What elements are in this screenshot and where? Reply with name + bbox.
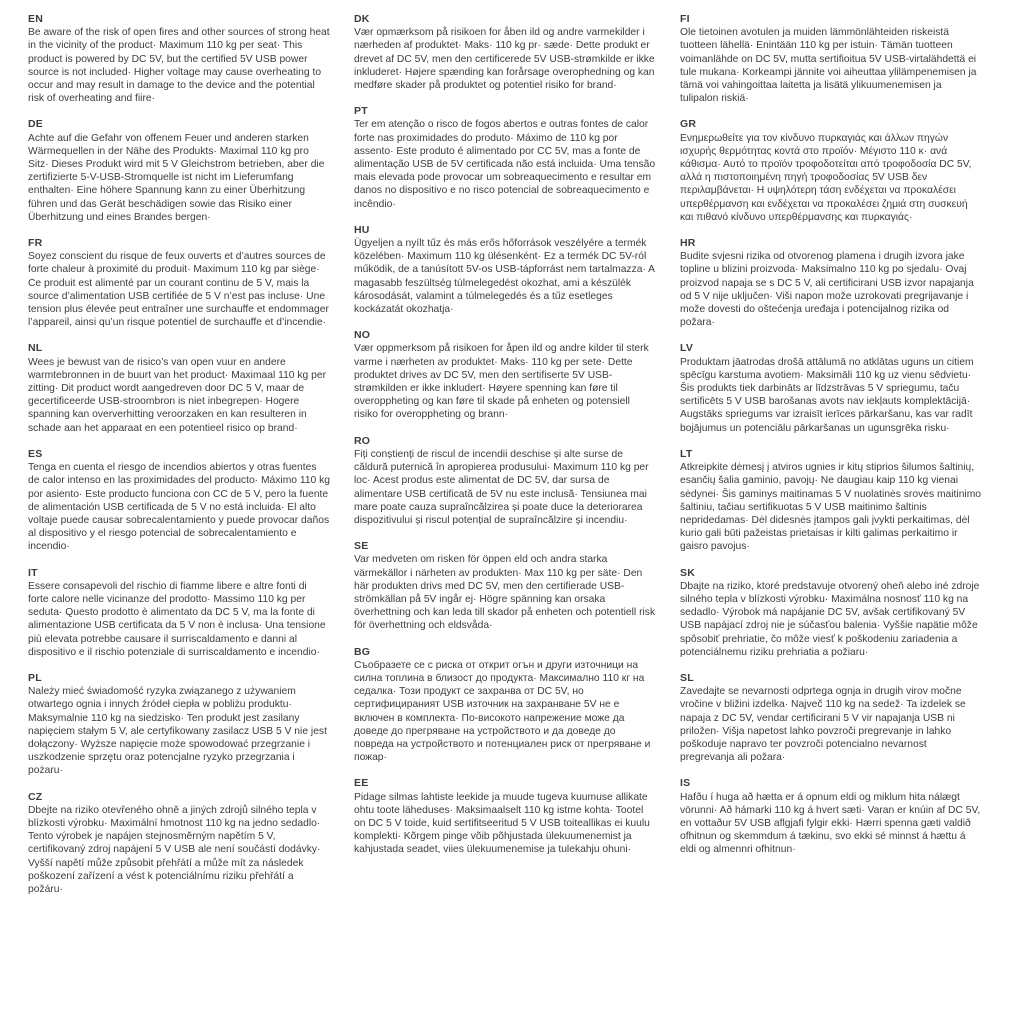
language-section [28,237,330,329]
language-code-heading: HR [680,237,696,250]
language-section [680,13,982,105]
language-section [680,342,982,434]
language-code-heading: PL [28,671,42,684]
language-section [354,13,656,92]
language-section [680,567,982,659]
language-section [354,646,656,765]
language-section [680,118,982,224]
language-section [28,13,330,105]
language-column-2 [354,13,656,909]
language-code-heading: EE [354,777,369,790]
language-code-heading: CZ [28,790,43,803]
language-section [28,672,330,778]
language-code-heading: FR [28,237,43,250]
safety-warning-text: Zavedajte se nevarnosti odprtega ognja in drugih virov močne vročine v bližini izdelka· Največ 110 kg na sedež· Ta izdelek se napaja z DC 5V, vendar certificirani 5 V vir napajanja USB ni priložen· Višja napetost lahko povzroči pregrevanje in lahko poškoduje napravo ter povzroči potencialno nevarnost pregrevanja ali požara· [680,686,966,764]
language-code-heading: HU [354,223,370,236]
language-section [354,224,656,316]
language-code-heading: IT [28,566,38,579]
language-column-1 [28,13,330,909]
language-section [680,237,982,329]
language-section [28,342,330,434]
language-code-heading: BG [354,645,371,658]
language-code-heading: DE [28,118,43,131]
safety-warning-text: Soyez conscient du risque de feux ouverts et d’autres sources de forte chaleur à proximité du produit· Maximum 110 kg par siège· Ce produit est alimenté par un courant continu de 5 V, mais la source d’alimentation USB certifiée de 5 V n’est pas incluse· Une tension plus élevée peut entraîner une surchauffe et endommager l’appareil, ainsi qu’un risque potentiel de surchauffe et d’incendie· [28,251,329,329]
safety-warning-text: Ter em atenção o risco de fogos abertos e outras fontes de calor forte nas proximidades do produto· Máximo de 110 kg por assento· Este produto é alimentado por CC 5V, mas a fonte de alimentação USB de 5V certificada não está incluida· Uma tensão mais elevada pode provocar um sobreaquecimento e resultar em danos no dispositivo e no risco potencial de sobreaquecimento e incêndio· [354,119,656,210]
language-section [354,329,656,421]
safety-warning-text: Var medveten om risken för öppen eld och andra starka värmekällor i närheten av produkten· Max 110 kg per säte· Den här produkten drivs med DC 5V, men den certifierade USB-strömkällan på 5V ingår ej· Högre spänning kan orsaka överhettning och kan leda till skador på enheten och potentiell risk för överhettning och eldsvåda· [354,554,656,632]
safety-warning-text: Budite svjesni rizika od otvorenog plamena i drugih izvora jake topline u blizini proizvoda· Maksimalno 110 kg po sjedalu· Ovaj proizvod napaja se s DC 5 V, ali certificirani USB izvor napajanja od 5 V nije uključen· Viši napon može uzrokovati pregrijavanje i može dovesti do oštećenja uređaja i potencijalnog rizika od požara· [680,251,974,329]
language-code-heading: SL [680,671,694,684]
language-section [28,791,330,897]
language-section [354,435,656,527]
safety-warning-text: Achte auf die Gefahr von offenem Feuer und anderen starken Wärmequellen in der Nähe des Produkts· Maximal 110 kg pro Sitz· Dieses Produkt wird mit 5 V Gleichstrom betrieben, aber die zertifizierte 5-V-USB-Stromquelle ist nicht im Lieferumfang enthalten· Eine höhere Spannung kann zu einer Überhitzung führen und das Gerät beschädigen sowie das Risiko einer Überhitzung und eines Brandes bergen· [28,132,325,223]
safety-warning-text: Ole tietoinen avotulen ja muiden lämmönlähteiden riskeistä tuotteen lähellä· Enintään 110 kg per istuin· Tämän tuotteen voimanlähde on DC 5V, mutta sertifioitua 5V USB-virtalähdettä ei tule mukana· Korkeampi jännite voi aiheuttaa ylilämpenemisen ja tämä voi vahingoittaa laitetta ja lisätä ylikuumenemisen ja tulipalon riskiä· [680,27,977,105]
safety-warning-text: Należy mieć świadomość ryzyka związanego z używaniem otwartego ognia i innych źródeł ciepła w pobliżu produktu· Maksymalnie 110 kg na siedzisko· Ten produkt jest zasilany napięciem stałym 5 V, ale certyfikowany zasilacz USB 5 V nie jest dołączony· Wyższe napięcie może spowodować przegrzanie i uszkodzenie sprzętu oraz potencjalne ryzyko przegrzania i pożaru· [28,686,327,777]
language-section [354,777,656,856]
safety-warning-text: Be aware of the risk of open fires and other sources of strong heat in the vicinity of the product· Maximum 110 kg per seat· This product is powered by DC 5V, but the certified 5V USB power source is not included· Higher voltage may cause overheating to occur and may result in damage to the device and the potential risk of overheating and fiire· [28,27,330,105]
safety-warning-text: Съобразете се с риска от открит огън и други източници на силна топлина в близост до продукта· Максимално 110 кг на седалка· Този продукт се захранва от DC 5V, но сертифицираният USB източник на захранване 5V не е включен в комплекта· По-високото напрежение може да доведе до прегряване на устройството и да доведе до повреда на устройството и потенциален риск от прегряване и пожар· [354,659,651,764]
language-code-heading: RO [354,434,371,447]
safety-warning-text: Dbajte na riziko, ktoré predstavuje otvorený oheň alebo iné zdroje silného tepla v blízkosti výrobku· Maximálna nosnosť 110 kg na sedadlo· Výrobok má napájanie DC 5V, avšak certifikovaný 5V USB napájací zdroj nie je súčasťou balenia· Vyššie napätie môže spôsobiť prehriatie, čo môže viesť k poškodeniu zariadenia a potenciálnemu riziku prehriatia a požiaru· [680,580,980,658]
safety-warning-text: Essere consapevoli del rischio di fiamme libere e altre fonti di forte calore nelle vicinanze del prodotto· Massimo 110 kg per seduta· Questo prodotto è alimentato da DC 5 V, ma la fonte di alimentazione USB certificata da 5 V non è inclusa· Una tensione più elevata potrebbe causare il surriscaldamento e danni al dispositivo e il rischio potenziale di surriscaldamento e incendio· [28,580,326,658]
safety-warning-text: Produktam jāatrodas drošā attālumā no atklātas uguns un citiem spēcīgu karstuma avotiem· Maksimāli 110 kg uz vienu sēdvietu· Šis produkts tiek darbināts ar līdzstrāvas 5 V spriegumu, taču sertificēts 5 V USB barošanas avots nav iekļauts komplektācijā· Augstāks spriegums var izraisīt ierīces pārkaršanu, kas var radīt bojājumus un potenciālu pārkaršanas un ugunsgrēka risku· [680,356,974,434]
language-section [354,540,656,632]
language-code-heading: GR [680,118,697,131]
safety-warning-text: Hafðu í huga að hætta er á opnum eldi og miklum hita nálægt vörunni· Að hámarki 110 kg á hvert sæti· Varan er knúin af DC 5V, en vottaður 5V USB aflgjafi fylgir ekki· Hærri spenna gæti valdið ofhitnun og skemmdum á tækinu, svo ekki sé minnst á hættu á eldi og almennri ofhitnun· [680,791,981,856]
safety-warning-text: Atkreipkite dėmesį į atviros ugnies ir kitų stiprios šilumos šaltinių, esančių šalia gaminio, pavojų· Ne daugiau kaip 110 kg vienai sėdynei· Šis gaminys maitinamas 5 V nuolatinės srovės maitinimo šaltiniu, tačiau sertifikuotas 5 V USB maitinimo šaltinis nepridedamas· Dėl didesnės įtampos gali įvykti perkaitimas, dėl kurio gali būti pažeistas prietaisas ir kilti galimas perkaitimo ir gaisro pavojus· [680,462,982,553]
language-code-heading: DK [354,13,370,25]
language-code-heading: NO [354,329,371,342]
safety-warning-text: Vær opmærksom på risikoen for åben ild og andre varmekilder i nærheden af produktet· Maks· 110 kg pr· sæde· Dette produkt er drevet af DC 5V, men den certificerede 5V USB-strømkilde er ikke inkluderet· Højere spænding kan forårsage overophedning og kan medføre skader på produktet og potentiel risiko for brand· [354,27,655,92]
safety-warning-text: Ügyeljen a nyílt tűz és más erős hőforrások veszélyére a termék közelében· Maximum 110 kg ülésenként· Ez a termék DC 5V-ról működik, de a tanúsított 5V-os USB-tápforrást nem tartalmazza· A magasabb feszültség túlmelegedést okozhat, ami a készülék károsodását, valamint a túlmelegedés és a tűz esetleges kockázatát okozhatja· [354,238,655,316]
language-section [28,118,330,224]
safety-warning-text: Dbejte na riziko otevřeného ohně a jiných zdrojů silného tepla v blízkosti výrobku· Maximální hmotnost 110 kg na jedno sedadlo· Tento výrobek je napájen stejnosměrným napětím 5 V, certifikovaný zdroj napájení 5 V USB ale není součástí dodávky· Vyšší napětí může způsobit přehřátí a může mít za následek poškození zařízení a vést k potenciálnímu riziku přehřátí a požáru· [28,804,321,895]
language-code-heading: LT [680,447,693,460]
safety-warning-text: Wees je bewust van de risico’s van open vuur en andere warmtebronnen in de buurt van het product· Maximaal 110 kg per zitting· Dit product wordt aangedreven door DC 5 V, maar de gecertificeerde USB-stroombron is niet inbegrepen· Hogere spanning kan oververhitting veroorzaken en kan resulteren in schade aan het apparaat en een potentieel risico op brand· [28,356,327,434]
language-section [354,105,656,211]
language-column-3 [680,13,982,909]
language-code-heading: LV [680,342,694,355]
safety-warning-text: Tenga en cuenta el riesgo de incendios abiertos y otras fuentes de calor intenso en las proximidades del producto· Máximo 110 kg por asiento· Este producto funciona con CC de 5 V, pero la fuente de alimentación USB certificada de 5 V no está incluida· El alto voltaje puede causar sobrecalentamiento y puede provocar daños al dispositivo y el riesgo potencial de sobrecalentamiento e incendio· [28,462,331,553]
language-code-heading: SE [354,540,369,553]
language-code-heading: NL [28,342,43,355]
safety-warning-text: Ενημερωθείτε για τον κίνδυνο πυρκαγιάς και άλλων πηγών ισχυρής θερμότητας κοντά στο προϊόν· Μέγιστο 110 κ· ανά κάθισμα· Αυτό το προϊόν τροφοδοτείται από τροφοδοσία DC 5V, αλλά η πιστοποιημένη πηγή τροφοδοσίας 5V USB δεν περιλαμβάνεται· Η υψηλότερη τάση ενδέχεται να προκαλέσει υπερθέρμανση και ενδέχεται να προκαλέσει ζημιά στη συσκευή και πιθανό κίνδυνο υπερθέρμανσης και πυρκαγιάς· [680,132,972,223]
language-code-heading: EN [28,13,43,25]
language-code-heading: IS [680,777,691,790]
safety-warning-text: Vær oppmerksom på risikoen for åpen ild og andre kilder til sterk varme i nærheten av produktet· Maks· 110 kg per sete· Dette produktet drives av DC 5V, men den sertifiserte 5V USB-strømkilden er ikke inkludert· Høyere spenning kan føre til overoppheting og kan føre til skade på enheten og potensiell risiko for overoppheting og brann· [354,343,649,421]
language-section [680,672,982,764]
language-code-heading: FI [680,13,690,25]
language-section [28,448,330,554]
language-code-heading: PT [354,105,368,118]
language-code-heading: ES [28,447,43,460]
language-code-heading: SK [680,566,695,579]
safety-warning-text: Pidage silmas lahtiste leekide ja muude tugeva kuumuse allikate ohtu toote läheduses· Maksimaalselt 110 kg istme kohta· Tootel on DC 5 V toide, kuid sertifitseeritud 5 V USB toiteallikas ei kuulu komplekti· Kõrgem pinge võib põhjustada ülekuumenemist ja kahjustada seadet, viies ülekuumenemise ja tulekahju ohuni· [354,791,650,856]
language-section [680,777,982,856]
language-section [680,448,982,554]
language-section [28,567,330,659]
safety-warning-text: Fiți conștienți de riscul de incendii deschise și alte surse de căldură puternică în apropierea produsului· Maximum 110 kg per loc· Acest produs este alimentat de DC 5V, dar sursa de alimentare USB certificată de 5V nu este inclusă· Tensiunea mai mare poate cauza supraîncălzirea și poate duce la deteriorarea dispozitivului și riscul potențial de supraîncălzire și incendiu· [354,448,649,526]
